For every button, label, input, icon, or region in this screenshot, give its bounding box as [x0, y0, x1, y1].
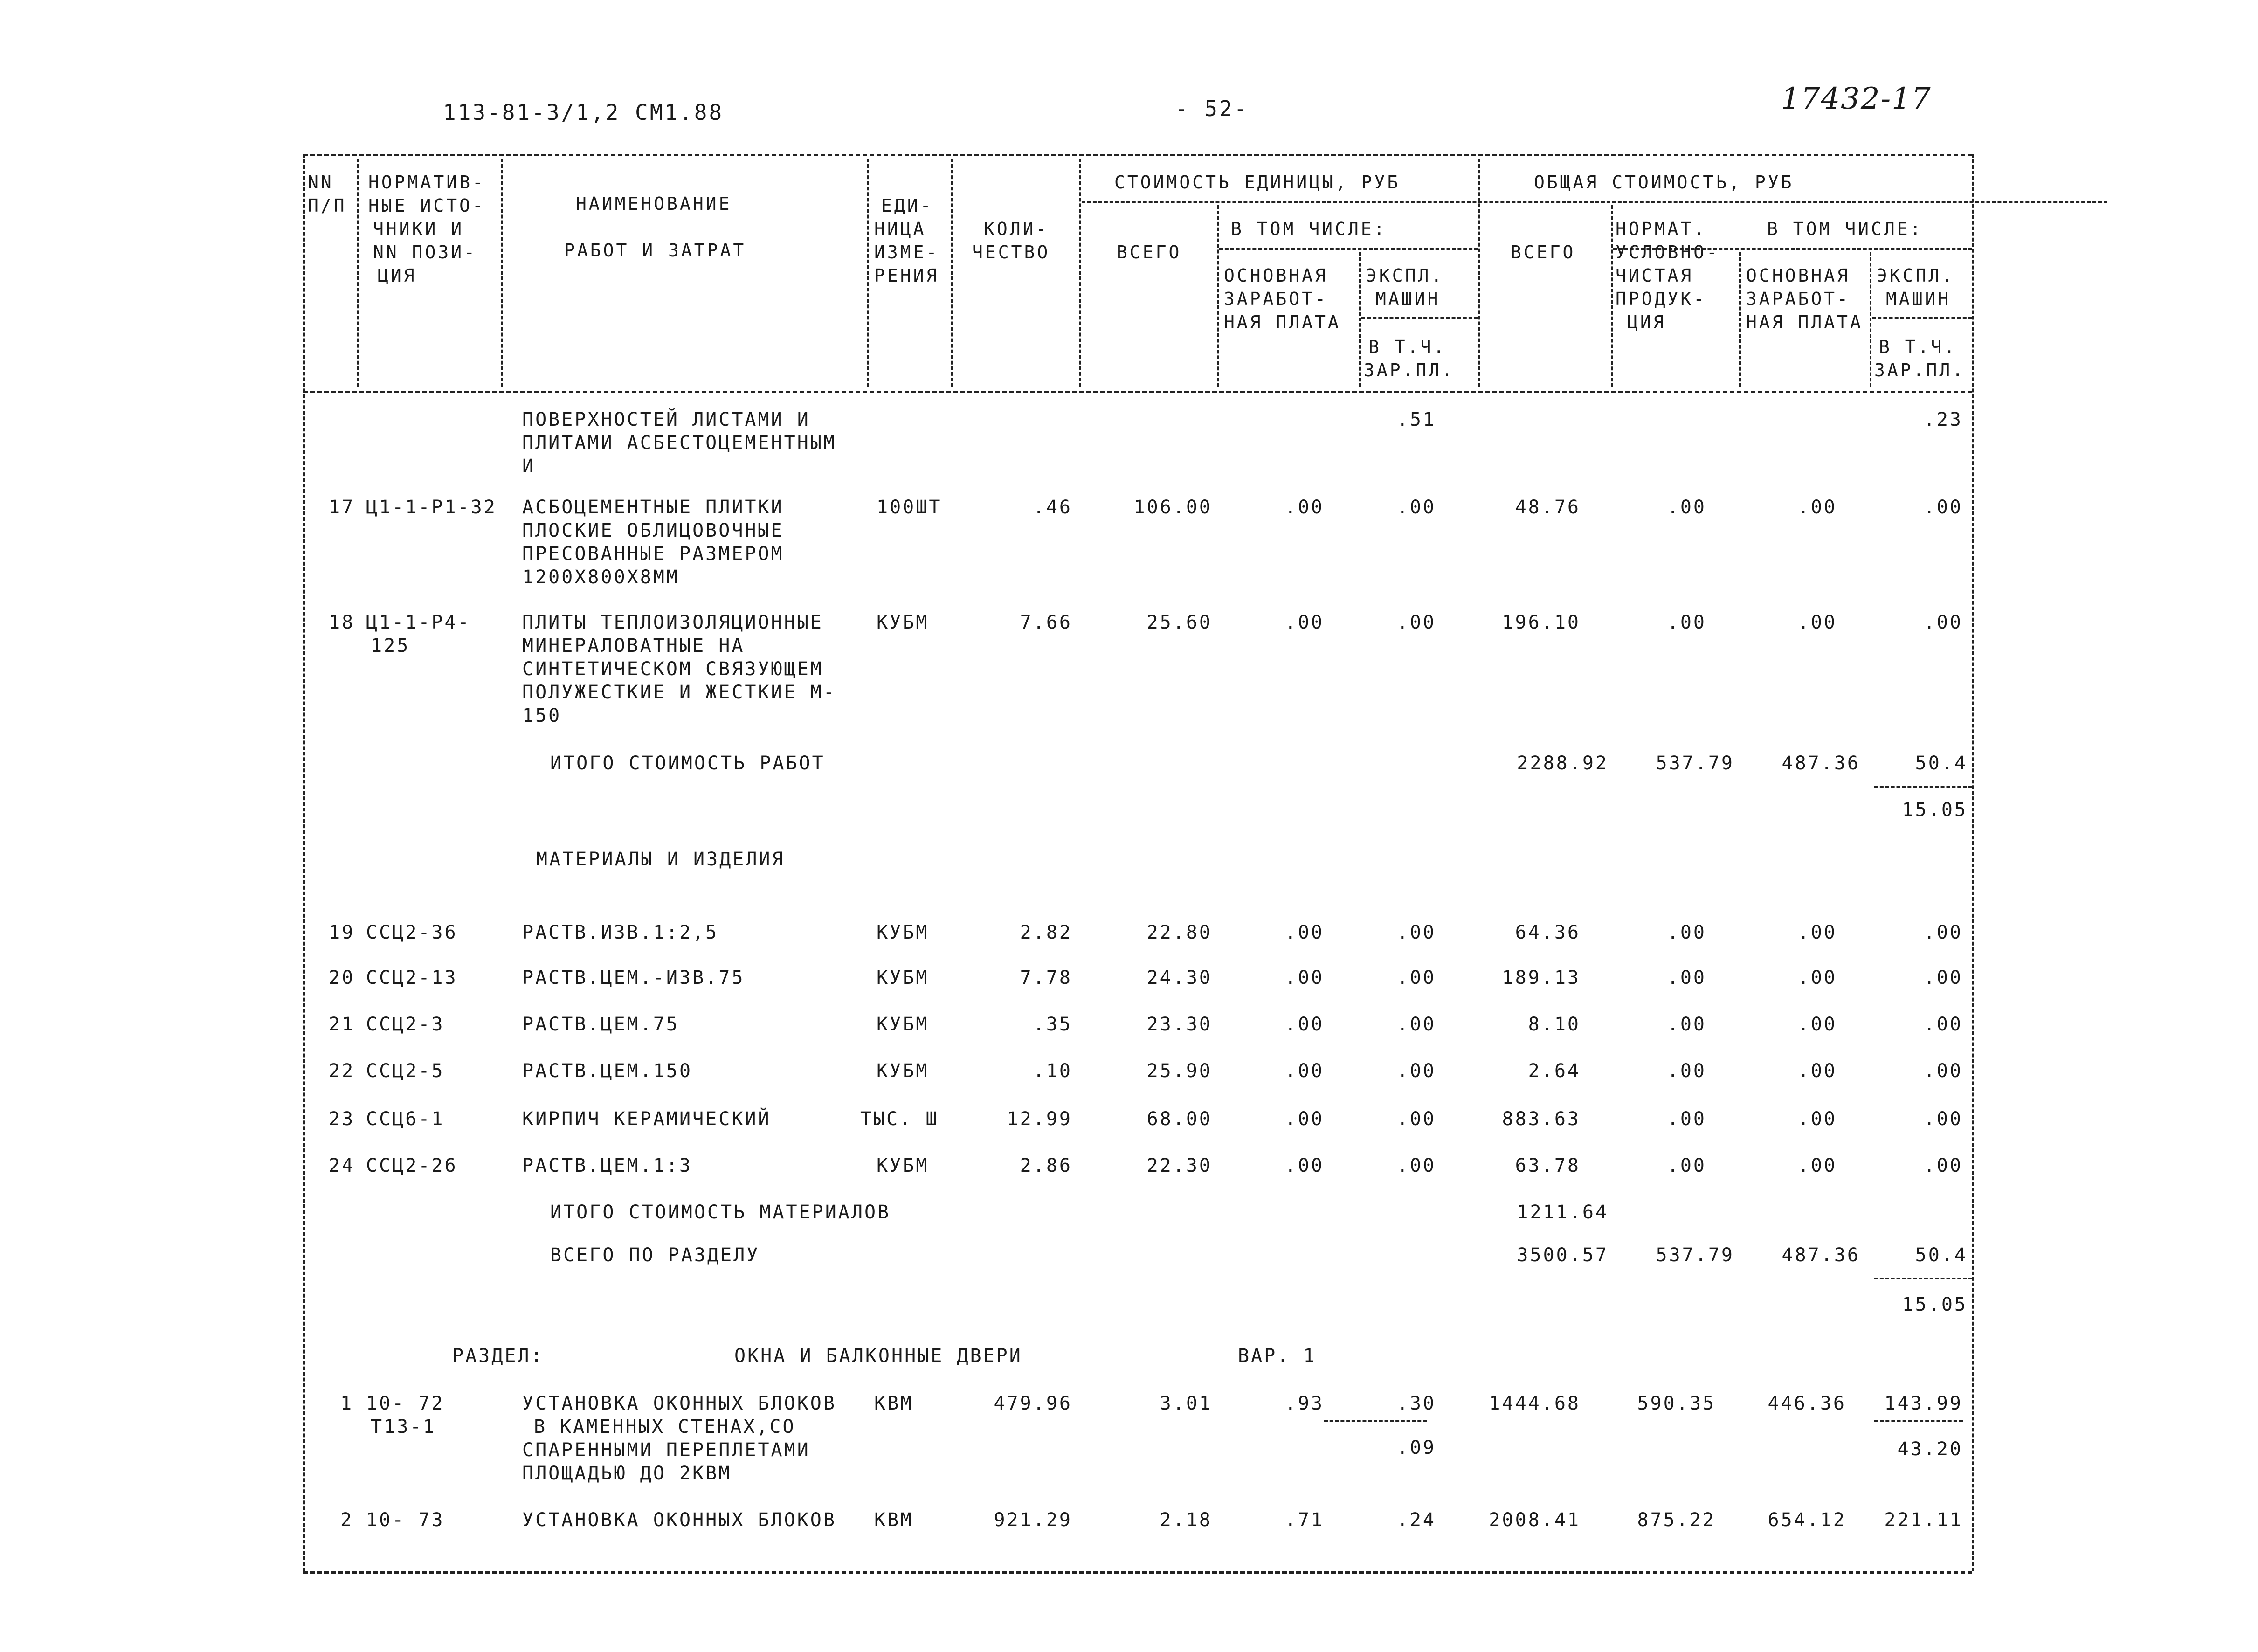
header-separator	[1217, 205, 1219, 387]
table-right-border	[1972, 154, 1974, 1571]
header-separator	[1611, 205, 1613, 387]
subtotal-dash	[1324, 1420, 1427, 1422]
header-separator	[1079, 159, 1081, 387]
header-separator	[1739, 252, 1741, 387]
header-subline	[1219, 248, 1478, 250]
page-number: - 52-	[1175, 96, 1249, 121]
document-code: 113-81-3/1,2 СМ1.88	[443, 100, 724, 125]
header-separator	[1478, 159, 1480, 387]
materials-heading: МАТЕРИАЛЫ И ИЗДЕЛИЯ	[536, 849, 785, 870]
header-separator	[357, 159, 359, 387]
subtotal-dash	[1874, 1420, 1963, 1422]
header-subline	[1361, 317, 1478, 319]
subtotal-dash	[1874, 786, 1972, 788]
header-subline	[1082, 201, 2107, 203]
header-separator	[1359, 252, 1361, 387]
header-separator	[1870, 252, 1871, 387]
header-separator	[951, 159, 953, 387]
table-bottom-border	[303, 1571, 1972, 1574]
subtotal-dash	[1874, 1278, 1972, 1279]
header-separator	[867, 159, 869, 387]
header-separator	[501, 159, 503, 387]
table-header-bottom-border	[303, 391, 1972, 393]
table-left-border	[303, 154, 305, 1571]
handwritten-number: 17432-17	[1781, 82, 1932, 116]
header-subline	[1872, 317, 1972, 319]
table-top-border	[303, 154, 1972, 156]
